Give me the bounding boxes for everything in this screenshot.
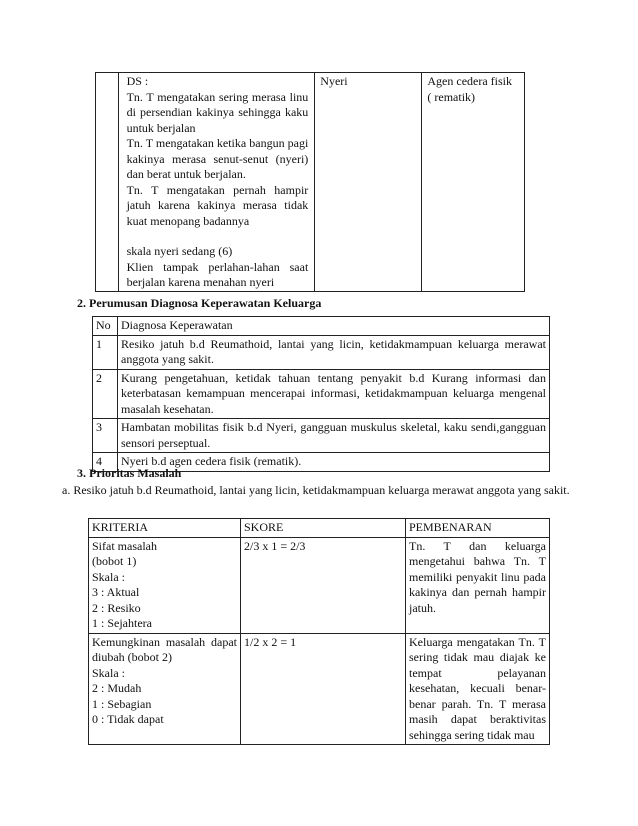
table-row xyxy=(93,335,550,369)
ds-cell xyxy=(118,73,315,292)
kriteria-line: Skala : xyxy=(92,569,125,584)
kriteria-cell xyxy=(89,537,241,633)
ds-line: Tn. T mengatakan sering merasa linu di persendian kakinya sehingga kaku untuk berjalan xyxy=(126,89,309,135)
kriteria-line: 3 : Aktual xyxy=(92,585,140,599)
diagnosis-table xyxy=(92,316,550,472)
etiology-line: Agen cedera fisik xyxy=(427,74,513,88)
problem-text: Nyeri xyxy=(320,74,348,88)
blank-cell xyxy=(96,73,119,292)
problem-cell xyxy=(315,73,422,292)
kriteria-line: Kemungkinan masalah dapat diubah (bobot 2) xyxy=(92,634,237,664)
kriteria-line: 1 : Sejahtera xyxy=(92,616,152,630)
table-row xyxy=(93,419,550,453)
row-no: 2 xyxy=(93,369,118,419)
ds-label: DS : xyxy=(126,74,149,88)
kriteria-line: 2 : Resiko xyxy=(92,600,141,615)
ds-line: Tn. T mengatakan ketika bangun pagi kakinya merasa senut-senut (nyeri) dan berat untuk berjalan. xyxy=(126,136,309,181)
kriteria-line: Skala : xyxy=(92,665,125,680)
table-row xyxy=(89,537,550,633)
priority-item-a: a. Resiko jatuh b.d Reumathoid, lantai yang licin, ketidakmampuan keluarga merawat anggota yang sakit. xyxy=(62,483,570,497)
ds-observation: Klien tampak perlahan-lahan saat berjalan karena menahan nyeri xyxy=(126,259,309,289)
table-row xyxy=(93,369,550,419)
header-skore: SKORE xyxy=(241,519,406,538)
skore-cell: 1/2 x 2 = 1 xyxy=(241,633,406,745)
pembenaran-cell: Keluarga mengatakan Tn. T sering tidak mau diajak ke tempat pelayanan kesehatan, kecuali benar-benar parah. Tn. T merasa masih dapat beraktivitas sehingga sering tidak mau xyxy=(406,633,550,745)
kriteria-line: 1 : Sebagian xyxy=(92,696,152,711)
header-diagnosis: Diagnosa Keperawatan xyxy=(118,317,550,336)
kriteria-line: (bobot 1) xyxy=(92,554,137,568)
table-row xyxy=(96,73,525,292)
row-diagnosis: Kurang pengetahuan, ketidak tahuan tentang penyakit b.d Kurang informasi dan keterbatasan kemampuan mencerapai informasi, ketidakmampuan keluarga mengenal masalah kesehatan. xyxy=(118,369,550,419)
header-pembenaran: PEMBENARAN xyxy=(406,519,550,538)
header-no: No xyxy=(93,317,118,336)
row-no: 1 xyxy=(93,335,118,369)
row-diagnosis: Resiko jatuh b.d Reumathoid, lantai yang licin, ketidakmampuan keluarga merawat anggota yang sakit. xyxy=(118,335,550,369)
priority-table xyxy=(88,518,550,745)
ds-line: Tn. T mengatakan pernah hampir jatuh karena kakinya merasa tidak kuat menopang badannya xyxy=(126,182,309,228)
ds-scale: skala nyeri sedang (6) xyxy=(126,244,233,258)
row-diagnosis: Nyeri b.d agen cedera fisik (rematik). xyxy=(118,453,550,472)
row-diagnosis: Hambatan mobilitas fisik b.d Nyeri, gangguan muskulus skeletal, kaku sendi,gangguan sensori perseptual. xyxy=(118,419,550,453)
kriteria-line: Sifat masalah xyxy=(92,538,157,553)
etiology-cell xyxy=(422,73,525,292)
kriteria-cell xyxy=(89,633,241,745)
kriteria-line: 0 : Tidak dapat xyxy=(92,712,164,726)
pembenaran-cell: Tn. T dan keluarga mengetahui bahwa Tn. T memiliki penyakit linu pada kakinya dan pernah hampir jatuh. xyxy=(406,537,550,633)
assessment-table xyxy=(95,72,525,292)
table-header-row xyxy=(93,317,550,336)
section-2-title: 2. Perumusan Diagnosa Keperawatan Keluarga xyxy=(77,296,322,310)
table-row xyxy=(89,633,550,745)
etiology-line: ( rematik) xyxy=(427,89,476,104)
skore-cell: 2/3 x 1 = 2/3 xyxy=(241,537,406,633)
header-kriteria: KRITERIA xyxy=(89,519,241,538)
row-no: 4 xyxy=(93,453,118,472)
row-no: 3 xyxy=(93,419,118,453)
kriteria-line: 2 : Mudah xyxy=(92,681,142,695)
section-3-title: 3. Prioritas Masalah xyxy=(77,466,182,480)
table-header-row xyxy=(89,519,550,538)
